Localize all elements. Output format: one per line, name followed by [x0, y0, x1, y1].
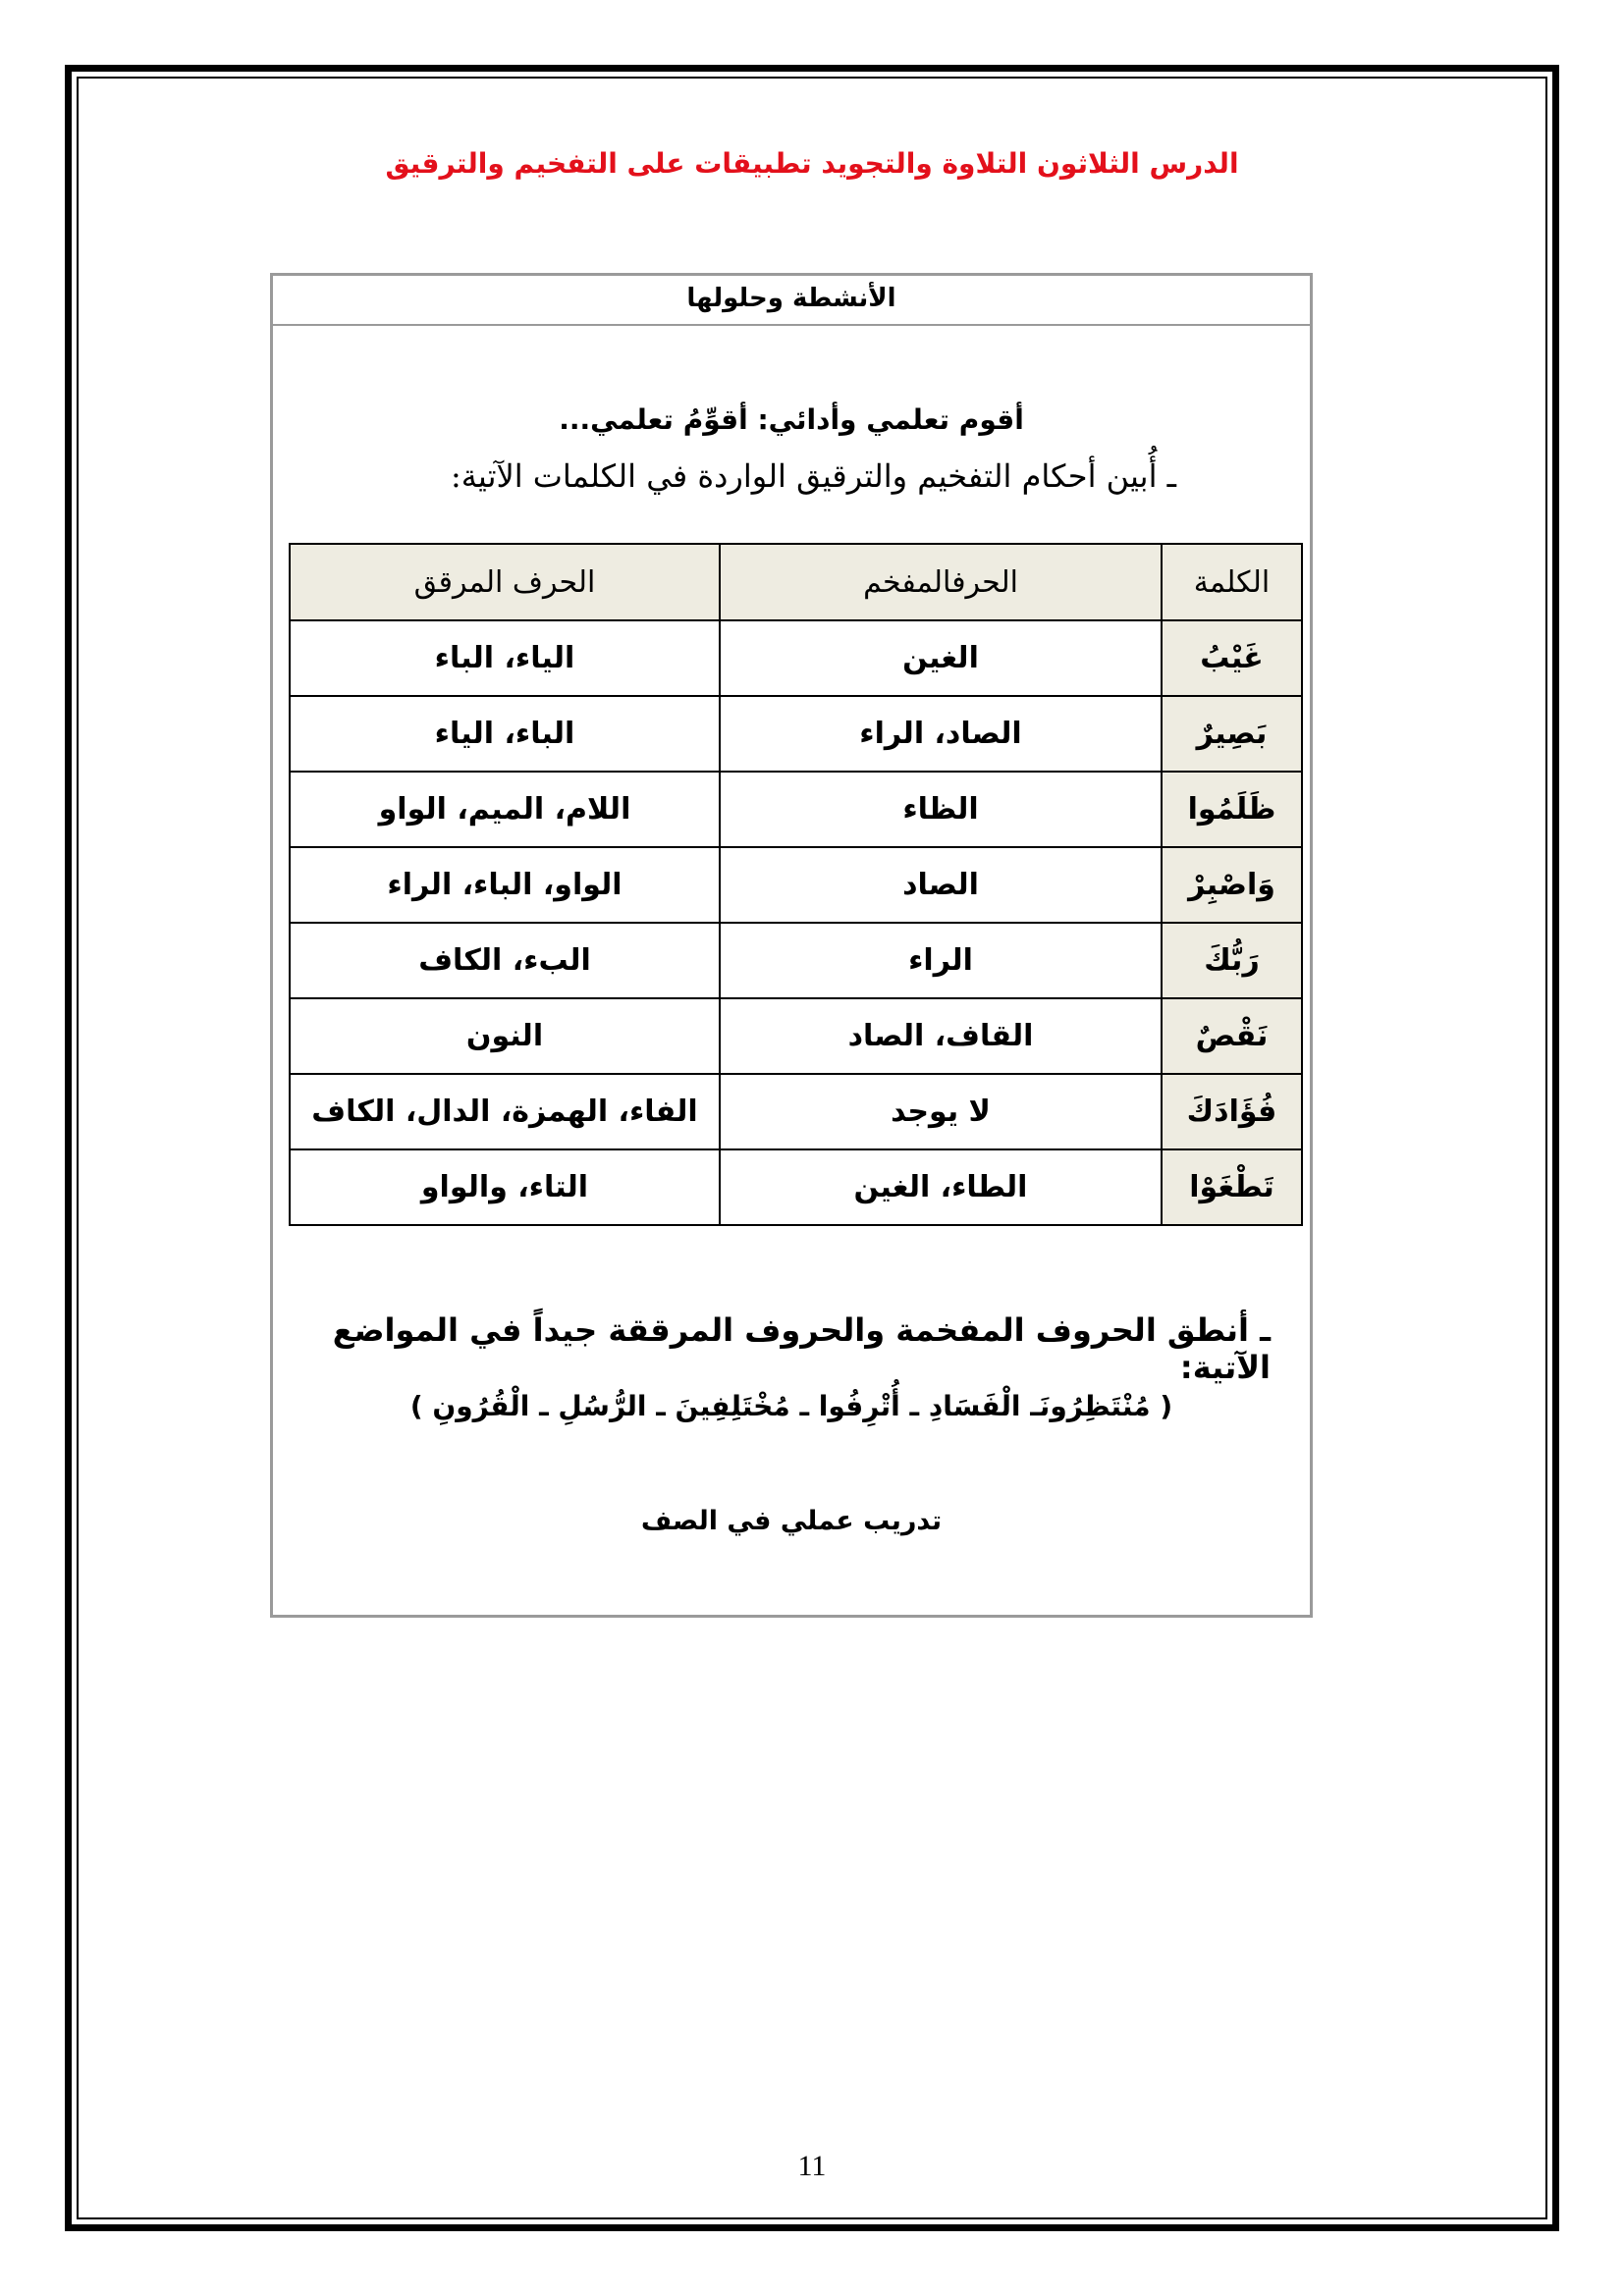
word-cell: غَيْبُ — [1162, 620, 1302, 696]
emphatic-cell: الطاء، الغين — [720, 1149, 1162, 1225]
light-cell: الياء، الباء — [290, 620, 720, 696]
page-number: 11 — [797, 2150, 827, 2182]
table-row — [290, 696, 1302, 772]
activities-header: الأنشطة وحلولها — [273, 276, 1310, 326]
word-cell: وَاصْبِرْ — [1162, 847, 1302, 923]
emphatic-cell: الصاد، الراء — [720, 696, 1162, 772]
header-emphatic-letter: الحرفالمفخم — [720, 544, 1162, 620]
emphatic-cell: الغين — [720, 620, 1162, 696]
light-cell: الباء، الياء — [290, 696, 720, 772]
light-cell: الفاء، الهمزة، الدال، الكاف — [290, 1074, 720, 1149]
table-row — [290, 923, 1302, 998]
instruction-pronounce: ـ أنطق الحروف المفخمة والحروف المرققة جيداً في المواضع الآتية: — [332, 1311, 1271, 1386]
light-cell: التاء، والواو — [290, 1149, 720, 1225]
table-row — [290, 1149, 1302, 1225]
table-header-row — [290, 544, 1302, 620]
emphatic-cell: لا يوجد — [720, 1074, 1162, 1149]
table-row — [290, 772, 1302, 847]
light-cell: النون — [290, 998, 720, 1074]
word-cell: فُؤَادَكَ — [1162, 1074, 1302, 1149]
table-row — [290, 998, 1302, 1074]
table-row — [290, 1074, 1302, 1149]
word-cell: نَقْصٌ — [1162, 998, 1302, 1074]
light-cell: الواو، الباء، الراء — [290, 847, 720, 923]
word-cell: رَبُّكَ — [1162, 923, 1302, 998]
header-light-letter: الحرف المرقق — [290, 544, 720, 620]
emphatic-cell: الراء — [720, 923, 1162, 998]
header-word: الكلمة — [1162, 544, 1302, 620]
word-cell: بَصِيرٌ — [1162, 696, 1302, 772]
table-row — [290, 620, 1302, 696]
activities-box — [270, 273, 1313, 1618]
emphatic-cell: الظاء — [720, 772, 1162, 847]
light-cell: اللام، الميم، الواو — [290, 772, 720, 847]
word-cell: تَطْغَوْا — [1162, 1149, 1302, 1225]
instruction-explain-rules: ـ أُبين أحكام التفخيم والترقيق الواردة في الكلمات الآتية: — [450, 457, 1176, 495]
table-row — [290, 847, 1302, 923]
word-cell: ظَلَمُوا — [1162, 772, 1302, 847]
words-table — [289, 543, 1303, 1226]
practice-note: تدريب عملي في الصف — [640, 1506, 943, 1536]
light-cell: البء، الكاف — [290, 923, 720, 998]
example-words: ( مُنْتَظِرُونَـ الْفَسَادِ ـ أُتْرِفُوا ـ مُخْتَلِفِينَ ـ الرُّسُلِ ـ الْقُرُونِ ) — [409, 1390, 1173, 1422]
emphatic-cell: القاف، الصاد — [720, 998, 1162, 1074]
lesson-title: الدرس الثلاثون التلاوة والتجويد تطبيقات على التفخيم والترقيق — [385, 147, 1239, 180]
emphatic-cell: الصاد — [720, 847, 1162, 923]
self-assessment-heading: أقوم تعلمي وأدائي: أقوِّمُ تعلمي... — [559, 403, 1024, 436]
